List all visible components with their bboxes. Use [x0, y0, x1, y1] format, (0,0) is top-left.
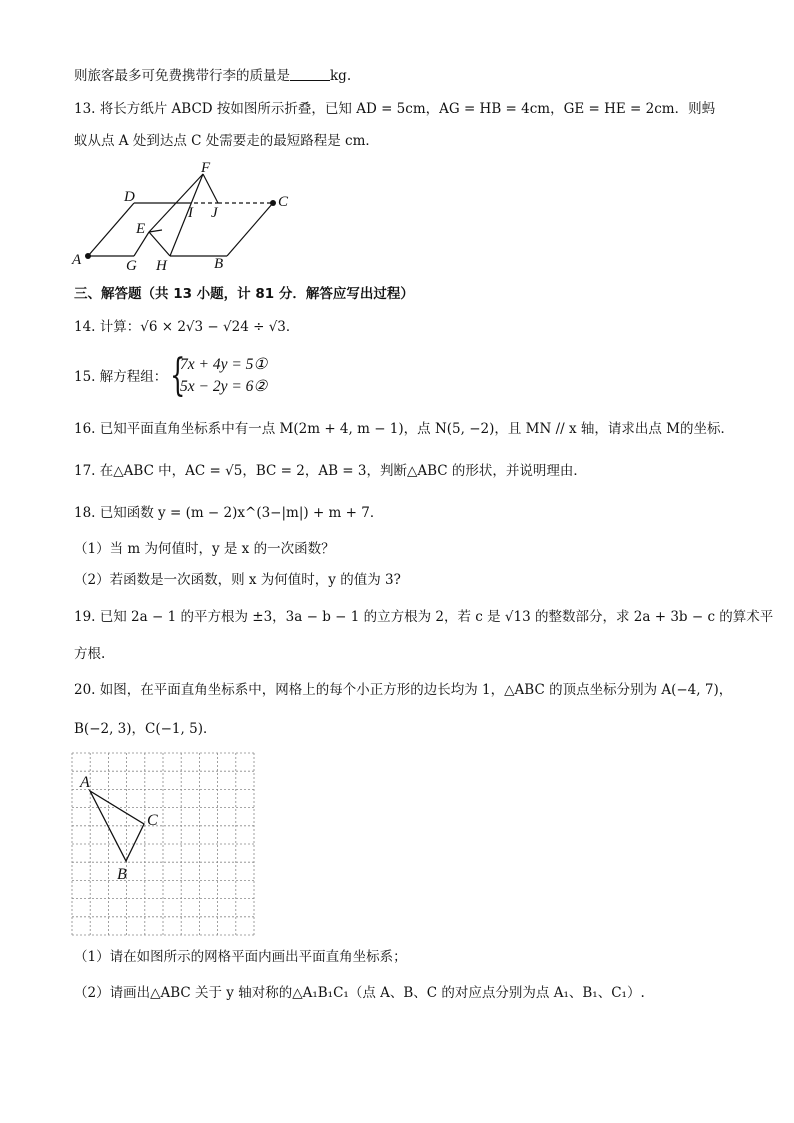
- q18-part2: （2）若函数是一次函数，则 x 为何值时，y 的值为 3?: [74, 572, 401, 588]
- q19-line1: 19. 已知 2a − 1 的平方根为 ±3，3a − b − 1 的立方根为 2，若 c 是 √13 的整数部分，求 2a + 3b − c 的算术平: [74, 609, 774, 625]
- q16: 16. 已知平面直角坐标系中有一点 M(2m + 4, m − 1)，点 N(5, −2)，且 MN // x 轴，请求出点 M的坐标．: [74, 421, 734, 437]
- q14: 14. 计算：√6 × 2√3 − √24 ÷ √3．: [74, 319, 300, 335]
- q20-part2: （2）请画出△ABC 关于 y 轴对称的△A₁B₁C₁（点 A、B、C 的对应点分别为点 A₁、B₁、C₁）.: [74, 985, 645, 1001]
- grid-label-A: A: [80, 774, 90, 791]
- q20-line2: B(−2, 3)，C(−1, 5)．: [74, 721, 217, 737]
- q12-unit: kg.: [330, 68, 352, 84]
- q13-line2: 蚁从点 A 处到达点 C 处需要走的最短路程是 cm．: [74, 133, 379, 149]
- label-B: B: [214, 256, 224, 272]
- label-H: H: [156, 258, 167, 272]
- q18-part1: （1）当 m 为何值时，y 是 x 的一次函数？: [74, 541, 335, 557]
- label-I: I: [188, 205, 193, 221]
- label-J: J: [211, 205, 218, 221]
- q15-eq2: 5x − 2y = 6②: [180, 378, 268, 395]
- answer-blank: [290, 66, 330, 81]
- label-C: C: [278, 194, 289, 210]
- label-F: F: [201, 160, 211, 176]
- label-A: A: [72, 252, 82, 268]
- brace-icon: {: [170, 350, 186, 401]
- q15-system: [170, 350, 280, 401]
- q20-part1: （1）请在如图所示的网格平面内画出平面直角坐标系；: [74, 949, 407, 965]
- q15-prefix: 15. 解方程组：: [74, 369, 168, 385]
- grid-label-C: C: [147, 812, 158, 829]
- label-D: D: [124, 189, 135, 205]
- q12-text: 则旅客最多可免费携带行李的质量是: [74, 68, 290, 84]
- q20-grid-figure: [70, 751, 260, 941]
- label-E: E: [136, 221, 146, 237]
- section-3-title: 三、解答题（共 13 小题，计 81 分．解答应写出过程）: [74, 286, 414, 302]
- q18: 18. 已知函数 y = (m − 2)x^(3−|m|) + m + 7．: [74, 505, 384, 521]
- label-G: G: [126, 258, 137, 272]
- q12-tail: [74, 66, 351, 86]
- q20-line1: 20. 如图，在平面直角坐标系中，网格上的每个小正方形的边长均为 1，△ABC 的顶点坐标分别为 A(−4, 7)，: [74, 682, 733, 698]
- q15-eq1: 7x + 4y = 5①: [180, 356, 268, 373]
- q19-line2: 方根.: [74, 646, 106, 662]
- q13-figure: [70, 160, 300, 272]
- q17: 17. 在△ABC 中，AC = √5，BC = 2，AB = 3，判断△ABC 的形状，并说明理由．: [74, 463, 587, 479]
- grid-label-B: B: [117, 866, 127, 883]
- q13-line1: 13. 将长方纸片 ABCD 按如图所示折叠，已知 AD = 5cm，AG = HB = 4cm，GE = HE = 2cm．则蚂: [74, 101, 716, 117]
